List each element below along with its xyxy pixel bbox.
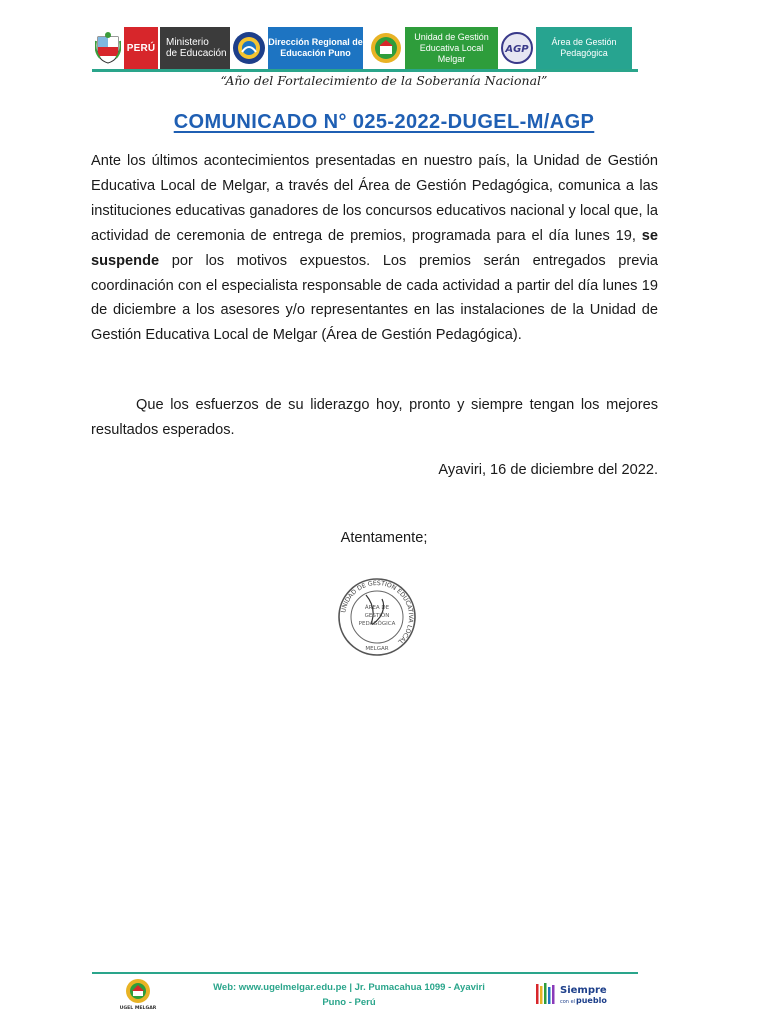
agp-logo-icon xyxy=(498,27,536,69)
p1-bold-text: se suspende xyxy=(91,227,658,269)
agp-line-2: Pedagógica xyxy=(560,48,608,58)
siempre-word-2: pueblo xyxy=(576,996,607,1005)
stamp-center-line-1: ÁREA DE xyxy=(364,605,390,611)
ugel-melgar-logo-icon xyxy=(367,27,405,69)
stamp-ring-text: UNIDAD DE GESTIÓN EDUCATIVA LOCAL xyxy=(340,579,415,646)
peru-label: PERÚ xyxy=(124,27,158,69)
ugel-line-2: Educativa Local Melgar xyxy=(419,42,484,64)
footer-web-address: Web: www.ugelmelgar.edu.pe | Jr. Pumacahua 1099 - Ayaviri xyxy=(213,982,485,993)
ministerio-line-1: Ministerio xyxy=(166,37,209,48)
official-stamp xyxy=(336,577,418,657)
agp-logo-text: AGP xyxy=(505,44,529,55)
siempre-con-el-pueblo-logo xyxy=(534,980,614,1008)
footer-location: Puno - Perú xyxy=(322,997,376,1008)
stamp-center-line-3: PEDAGÓGICA xyxy=(358,621,396,627)
ministerio-label xyxy=(158,27,230,69)
siempre-word: Siempre xyxy=(560,985,607,996)
p1-text-after: por los motivos expuestos. Los premios serán entregados previa coordinación con el especialista responsable de cada actividad a partir del día lunes 19 de diciembre a los asesores y/o representantes en las instalaciones de la Unidad de Gestión Educativa Local de Melgar (Área de Gestión Pedagógica). xyxy=(91,252,658,344)
dre-line-1: Dirección Regional de xyxy=(268,37,363,47)
header-banner xyxy=(92,27,638,69)
ugel-melgar-label xyxy=(405,27,498,69)
stamp-bottom-text: MELGAR xyxy=(365,646,389,652)
p1-text-before: Ante los últimos acontecimientos presentadas en nuestro país, la Unidad de Gestión Educativa Local de Melgar, a través del Área de Gestión Pedagógica, comunica a las instituciones educativas ganadores de los concursos educativos nacional y local que, la actividad de ceremonia de entrega de premios, programada para el día lunes 19, xyxy=(91,153,658,244)
peru-coat-of-arms-icon xyxy=(92,27,124,69)
siempre-small: con el xyxy=(560,999,576,1005)
dre-puno-logo-icon xyxy=(230,27,268,69)
header-divider xyxy=(92,69,638,72)
page-title-text: COMUNICADO N° 025-2022-DUGEL-M/AGP xyxy=(173,111,595,133)
ugel-line-1: Unidad de Gestión xyxy=(414,31,489,42)
footer-divider xyxy=(92,972,638,974)
closing-regards: Atentamente; xyxy=(340,530,428,546)
ministerio-line-2: de Educación xyxy=(166,48,227,59)
page-title xyxy=(0,111,768,134)
footer-logo-text: UGEL MELGAR xyxy=(119,1006,157,1011)
year-motto: “Año del Fortalecimiento de la Soberanía Nacional” xyxy=(220,73,548,88)
body-paragraph-1 xyxy=(91,149,658,348)
stamp-center-line-2: GESTIÓN xyxy=(364,613,390,619)
agp-line-1: Área de Gestión xyxy=(551,37,617,47)
agp-label xyxy=(536,27,632,69)
date-line: Ayaviri, 16 de diciembre del 2022. xyxy=(438,462,658,478)
dre-line-2: Educación Puno xyxy=(280,48,351,58)
dre-puno-label xyxy=(268,27,363,69)
body-paragraph-2: Que los esfuerzos de su liderazgo hoy, pronto y siempre tengan los mejores resultados esperados. xyxy=(91,397,658,438)
